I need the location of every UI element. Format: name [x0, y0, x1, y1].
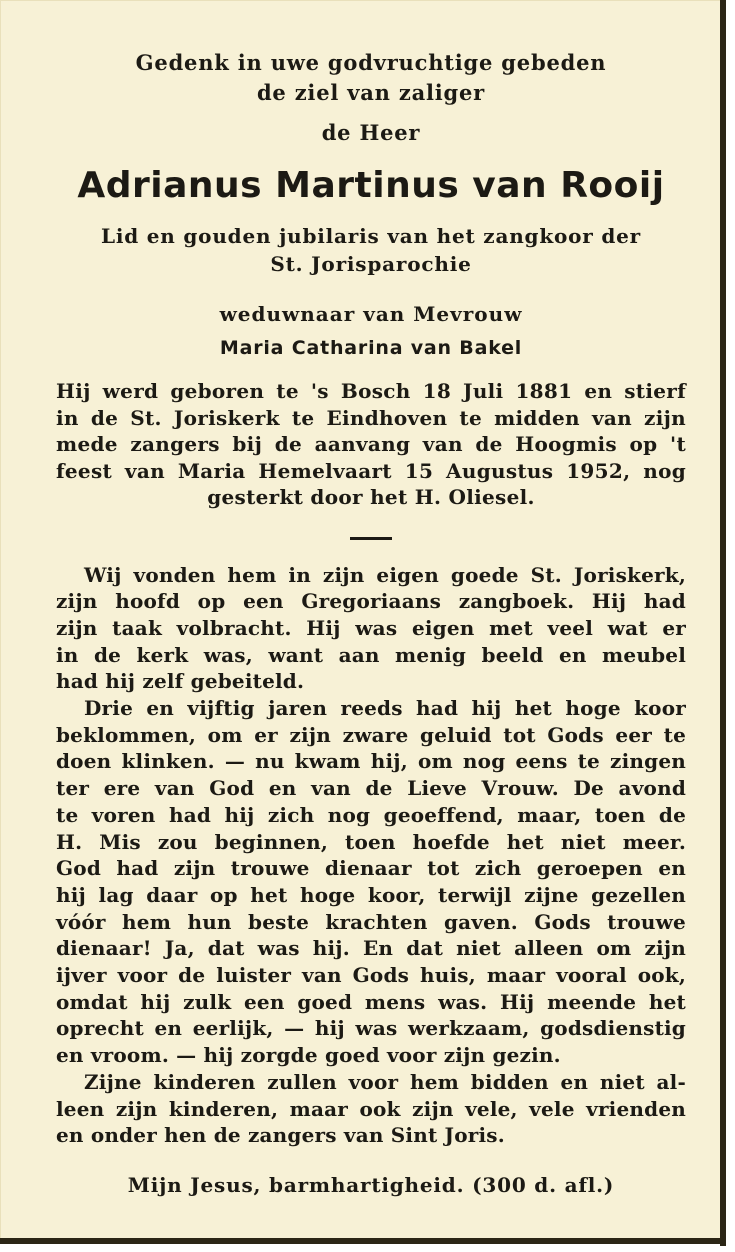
text-line: Drie en vijftig jaren reeds had hij het hoge koor — [84, 696, 686, 721]
card-shadow-edge-right — [720, 0, 726, 1246]
role-line-2: St. Jorisparochie — [270, 252, 472, 276]
deceased-name: Adrianus Martinus van Rooij — [77, 165, 665, 206]
role-description — [56, 222, 686, 278]
text-line: Wij vonden hem in zijn eigen goede St. Joriskerk, — [84, 562, 686, 587]
widower-line: weduwnaar van Mevrouw — [219, 302, 523, 326]
text-line: zijn taak volbracht. Hij was eigen met veel wat er — [56, 615, 686, 640]
text-line: omdat hij zulk een goed mens was. Hij meende het — [56, 989, 686, 1014]
intro-line-2: de ziel van zaliger — [256, 80, 486, 105]
biography — [56, 378, 686, 511]
text-line: vóór hem hun beste krachten gaven. Gods trouwe — [56, 909, 686, 934]
text-line: God had zijn trouwe dienaar tot zich geroepen en — [56, 856, 686, 881]
closing-prayer: Mijn Jesus, barmhartigheid. (300 d. afl.) — [127, 1172, 615, 1197]
text-line: zijn hoofd op een Gregoriaans zangboek. Hij had — [56, 589, 686, 614]
text-line: ter ere van God en van de Lieve Vrouw. De avond — [56, 776, 686, 801]
bio-line: Hij werd geboren te 's Bosch 18 Juli 1881 en stierf — [56, 379, 686, 403]
paragraph-3 — [56, 1069, 686, 1149]
text-line: in de kerk was, want aan menig beeld en meubel — [56, 642, 686, 667]
text-line: beklommen, om er zijn zware geluid tot Gods eer te — [56, 722, 686, 747]
text-line: Zijne kinderen zullen voor hem bidden en niet al- — [84, 1069, 686, 1094]
text-line: doen klinken. — nu kwam hij, om nog eens te zingen — [56, 749, 686, 774]
text-line: dienaar! Ja, dat was hij. En dat niet alleen om zijn — [56, 936, 686, 961]
spouse-name: Maria Catharina van Bakel — [219, 337, 523, 359]
text-line: en vroom. — hij zorgde goed voor zijn gezin. — [56, 1043, 561, 1068]
text-line: leen zijn kinderen, maar ook zijn vele, vele vrienden — [56, 1096, 686, 1121]
bio-line: in de St. Joriskerk te Eindhoven te midden van zijn — [56, 405, 686, 430]
divider-rule — [350, 537, 392, 540]
text-line: ijver voor de luister van Gods huis, maar vooral ook, — [56, 963, 686, 988]
bio-line: mede zangers bij de aanvang van de Hoogmis op 't — [56, 432, 686, 456]
bio-line: feest van Maria Hemelvaart 15 Augustus 1952, nog — [56, 458, 686, 483]
card-shadow-edge-bottom — [0, 1238, 726, 1244]
text-line: te voren had hij zich nog geoeffend, maar, toen de — [56, 802, 686, 827]
paragraph-2 — [56, 695, 686, 1069]
text-line: had hij zelf gebeiteld. — [56, 669, 305, 694]
intro-block — [56, 48, 686, 108]
role-line-1: Lid en gouden jubilaris van het zangkoor der — [100, 224, 642, 248]
paragraph-1 — [56, 562, 686, 696]
text-line: oprecht en eerlijk, — hij was werkzaam, godsdienstig — [56, 1016, 686, 1041]
card-content — [56, 48, 686, 1199]
text-line: en onder hen de zangers van Sint Joris. — [56, 1123, 505, 1148]
bio-line: gesterkt door het H. Oliesel. — [207, 485, 535, 509]
intro-line-1: Gedenk in uwe godvruchtige gebeden — [135, 50, 607, 75]
text-line: hij lag daar op het hoge koor, terwijl zijne gezellen — [56, 882, 686, 907]
text-line: H. Mis zou beginnen, toen hoefde het niet meer. — [56, 829, 686, 854]
honorific-title: de Heer — [321, 120, 421, 145]
